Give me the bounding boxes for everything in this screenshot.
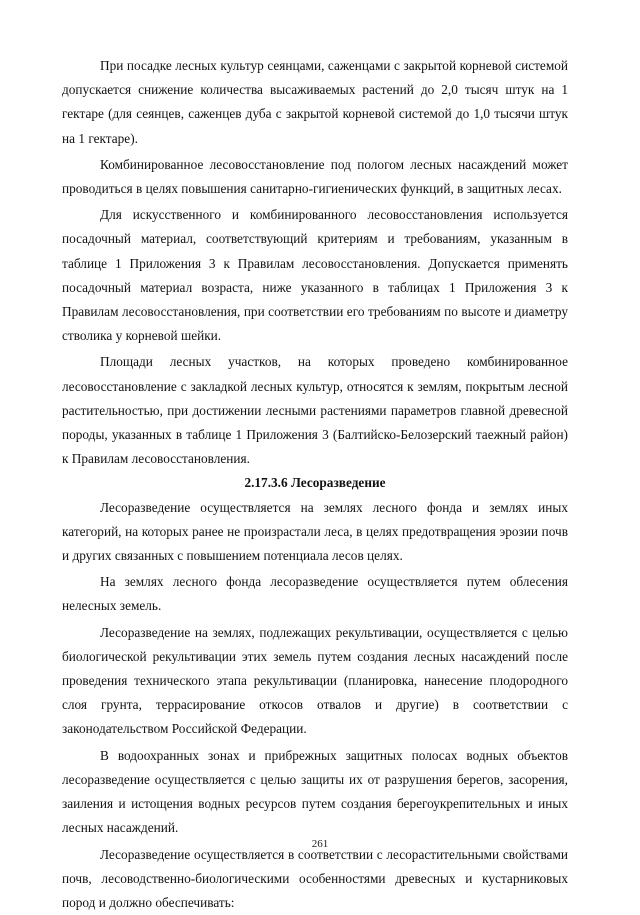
paragraph-recultivation: Лесоразведение на землях, подлежащих рекультивации, осуществляется с целью биологической рекультивации этих земель путем создания лесных насаждений после проведения технического этапа рекультивации (планировка, нанесение плодородного слоя грунта, террасирование откосов отвалов и другие) в соответствии с законодательством Российской Федерации.	[62, 621, 568, 742]
section-heading: 2.17.3.6 Лесоразведение	[62, 471, 568, 495]
paragraph-planting-material: Для искусственного и комбинированного лесовосстановления используется посадочный материал, соответствующий критериям и требованиям, указанным в таблице 1 Приложения 3 к Правилам лесовосстановления. Допускается применять посадочный материал возраста, ниже указанного в таблицах 1 Приложения 3 к Правилам лесовосстановления, при соответствии его требованиям по высоте и диаметру стволика у корневой шейки.	[62, 203, 568, 348]
paragraph-afforestation-requirements: Лесоразведение осуществляется в соответствии с лесорастительными свойствами почв, лесоводственно-биологическими особенностями древесных и кустарниковых пород и должно обеспечивать:	[62, 843, 568, 915]
paragraph-afforestation-purpose: Лесоразведение осуществляется на землях лесного фонда и землях иных категорий, на которых ранее не произрастали леса, в целях предотвращения эрозии почв и других связанных с повышением потенциала лесов целях.	[62, 496, 568, 569]
paragraph-planting-density: При посадке лесных культур сеянцами, саженцами с закрытой корневой системой допускается снижение количества высаживаемых растений до 2,0 тысяч штук на 1 гектаре (для сеянцев, саженцев дуба с закрытой корневой системой до 1,0 тысячи штук на 1 гектаре).	[62, 54, 568, 151]
page-number: 261	[0, 838, 640, 850]
paragraph-water-protection: В водоохранных зонах и прибрежных защитных полосах водных объектов лесоразведение осуществляется с целью защиты их от разрушения берегов, засорения, заиления и истощения водных ресурсов путем создания берегоукрепительных и иных лесных насаждений.	[62, 744, 568, 841]
paragraph-forest-land-areas: Площади лесных участков, на которых проведено комбинированное лесовосстановление с закладкой лесных культур, относятся к землям, покрытым лесной растительностью, при достижении лесными растениями параметров главной древесной породы, указанных в таблице 1 Приложения 3 (Балтийско-Белозерский таежный район) к Правилам лесовосстановления.	[62, 350, 568, 471]
document-page	[62, 54, 568, 915]
paragraph-non-forest-lands: На землях лесного фонда лесоразведение осуществляется путем облесения нелесных земель.	[62, 570, 568, 618]
paragraph-combined-reforestation: Комбинированное лесовосстановление под пологом лесных насаждений может проводиться в целях повышения санитарно-гигиенических функций, в защитных лесах.	[62, 153, 568, 201]
